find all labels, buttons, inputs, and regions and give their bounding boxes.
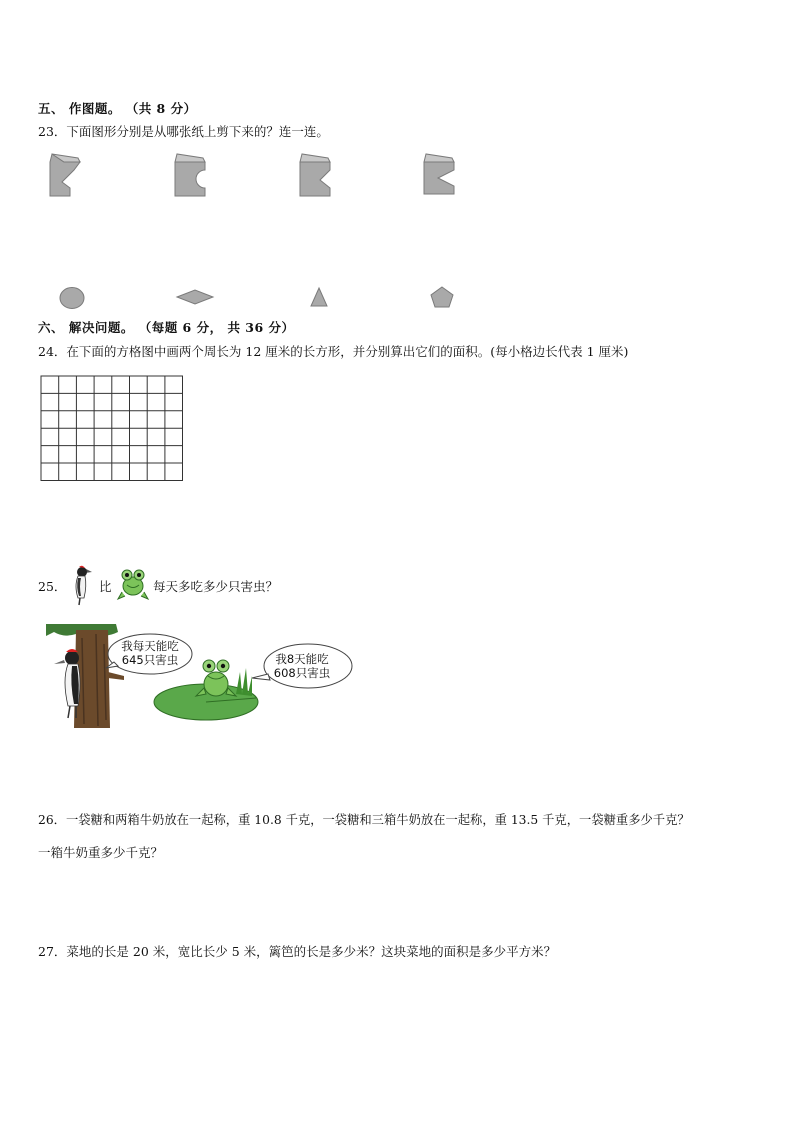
question-27-text: 27．菜地的长是 20 米，宽比长少 5 米，篱笆的长是多少米？这块菜地的面积是多少平方米？ (38, 944, 557, 959)
woodpecker-icon (70, 564, 96, 606)
question-25-number: 25． (38, 579, 67, 594)
circle-shape[interactable] (58, 286, 86, 310)
woodpecker-bubble-line-1: 我每天能吃 (121, 639, 179, 653)
woodpecker-speech-bubble (110, 639, 190, 667)
question-25-text: 每天多吃多少只害虫？ (153, 579, 279, 594)
folded-paper-2[interactable] (173, 152, 213, 198)
folded-paper-3[interactable] (298, 152, 338, 198)
rhombus-shape[interactable] (175, 288, 215, 306)
pentagon-shape[interactable] (429, 285, 455, 309)
section-5-heading: 五、 作图题。 （共 8 分） (38, 101, 197, 116)
section-6-heading: 六、 解决问题。 （每题 6 分， 共 36 分） (38, 320, 295, 335)
question-26-line-2: 一箱牛奶重多少千克？ (38, 845, 164, 860)
triangle-shape[interactable] (309, 286, 329, 308)
question-26-line-1: 26．一袋糖和两箱牛奶放在一起称，重 10.8 千克，一袋糖和三箱牛奶放在一起称，重 13.5 千克，一袋糖重多少千克？ (38, 813, 690, 827)
compare-word: 比 (99, 579, 112, 594)
question-24-text: 24．在下面的方格图中画两个周长为 12 厘米的长方形，并分别算出它们的面积。(每小格边长代表 1 厘米) (38, 344, 629, 359)
folded-paper-4[interactable] (422, 152, 462, 198)
drawing-grid[interactable] (40, 375, 184, 482)
frog-bubble-line-2: 608只害虫 (273, 666, 331, 680)
folded-paper-1[interactable] (48, 152, 88, 198)
woodpecker-bubble-line-2: 645只害虫 (121, 653, 179, 667)
question-23-text: 23．下面图形分别是从哪张纸上剪下来的？连一连。 (38, 124, 329, 139)
frog-bubble-line-1: 我8天能吃 (275, 652, 329, 666)
frog-icon (116, 566, 150, 602)
frog-speech-bubble (266, 652, 338, 680)
